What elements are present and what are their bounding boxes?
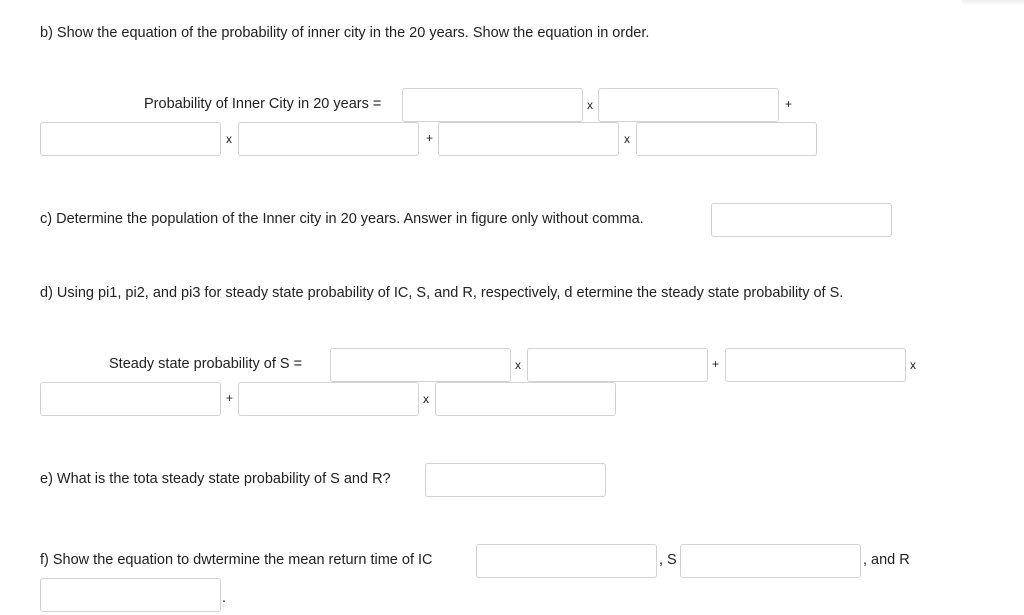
question-d-input-3[interactable] bbox=[725, 348, 906, 382]
question-b-input-1[interactable] bbox=[402, 88, 583, 122]
question-b-input-2[interactable] bbox=[598, 88, 779, 122]
question-d-input-2[interactable] bbox=[527, 348, 708, 382]
question-f-prompt: f) Show the equation to dwtermine the mean return time of IC bbox=[40, 552, 433, 568]
question-d-multiply-sign-3: x bbox=[423, 392, 429, 406]
question-d-multiply-sign-1: x bbox=[515, 358, 521, 372]
question-d-input-4[interactable] bbox=[40, 382, 221, 416]
question-e-prompt: e) What is the tota steady state probability of S and R? bbox=[40, 471, 391, 487]
question-d-plus-sign-2: + bbox=[226, 391, 234, 405]
question-d-multiply-sign-2: x bbox=[910, 358, 916, 372]
question-b-input-5[interactable] bbox=[438, 122, 619, 156]
question-b-input-4[interactable] bbox=[238, 122, 419, 156]
question-f-input-r[interactable] bbox=[40, 578, 221, 612]
question-f-separator-r: , and R bbox=[863, 552, 910, 568]
question-d-plus-sign-1: + bbox=[712, 357, 720, 371]
question-b-equation-label: Probability of Inner City in 20 years = bbox=[144, 96, 382, 112]
question-b-multiply-sign-3: x bbox=[624, 132, 630, 146]
question-b-prompt: b) Show the equation of the probability of inner city in the 20 years. Show the equation in order. bbox=[40, 25, 650, 41]
question-f-separator-s: , S bbox=[659, 552, 677, 568]
question-d-prompt: d) Using pi1, pi2, and pi3 for steady state probability of IC, S, and R, respectively, d etermine the steady state probability of S. bbox=[40, 285, 844, 301]
question-e-answer-input[interactable] bbox=[425, 463, 606, 497]
question-b-input-6[interactable] bbox=[636, 122, 817, 156]
question-b-multiply-sign-2: x bbox=[226, 132, 232, 146]
question-b-plus-sign-2: + bbox=[426, 131, 434, 145]
question-d-equation-label: Steady state probability of S = bbox=[109, 356, 303, 372]
question-b-multiply-sign-1: x bbox=[587, 98, 593, 112]
question-c-prompt: c) Determine the population of the Inner city in 20 years. Answer in figure only without comma. bbox=[40, 211, 644, 227]
question-f-input-ic[interactable] bbox=[476, 544, 657, 578]
question-c-answer-input[interactable] bbox=[711, 203, 892, 237]
question-b-plus-sign-1: + bbox=[785, 97, 793, 111]
question-d-input-1[interactable] bbox=[330, 348, 511, 382]
question-b-input-3[interactable] bbox=[40, 122, 221, 156]
scroll-edge-shadow bbox=[962, 0, 1024, 6]
question-f-input-s[interactable] bbox=[680, 544, 861, 578]
question-d-input-6[interactable] bbox=[435, 382, 616, 416]
question-f-end-mark: . bbox=[222, 590, 227, 606]
question-d-input-5[interactable] bbox=[238, 382, 419, 416]
